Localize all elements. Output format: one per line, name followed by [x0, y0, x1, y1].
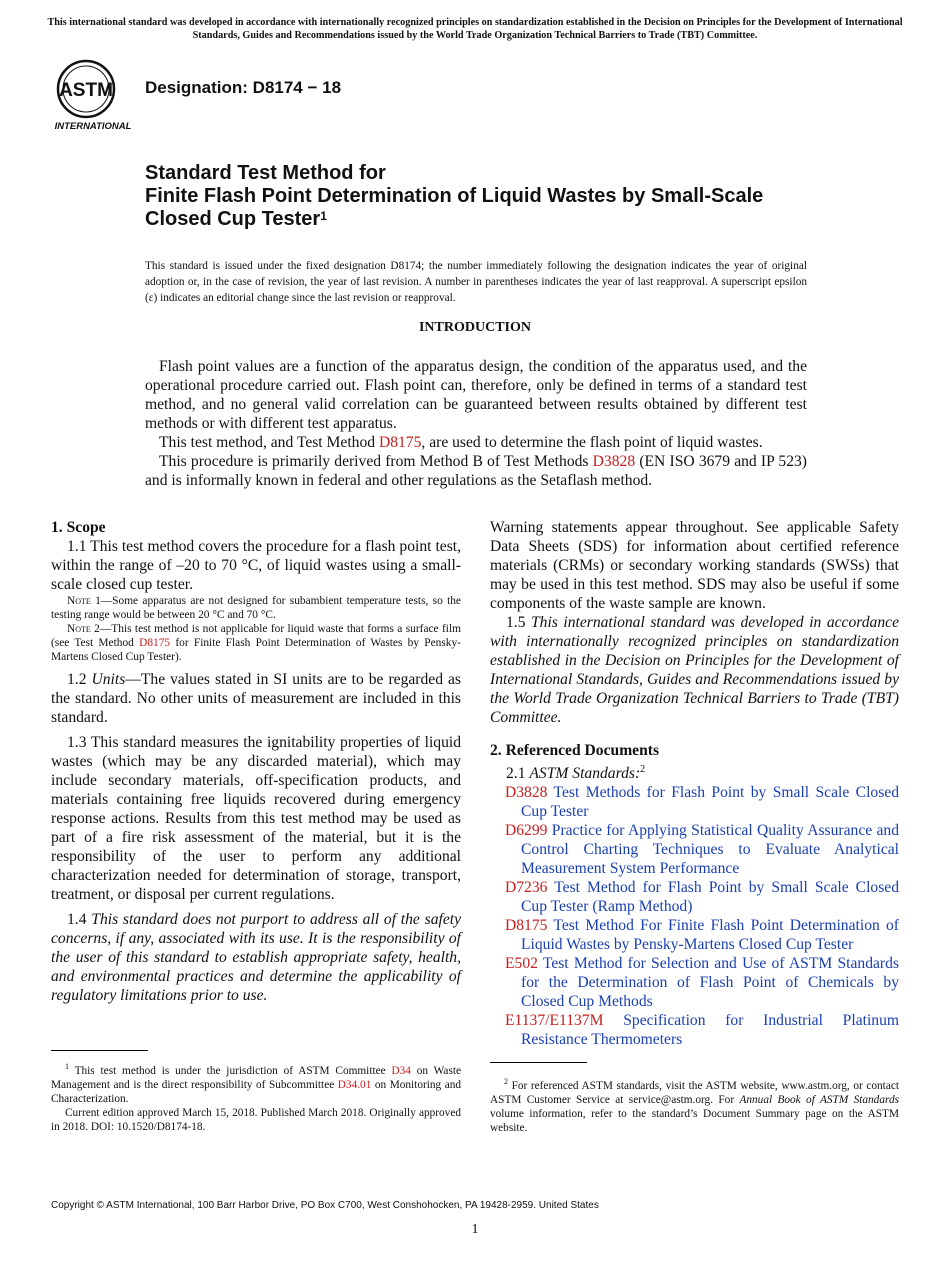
title-footnote-mark: 1 — [320, 209, 327, 223]
footnote-2: $^2$ For referenced ASTM standards, visit the ASTM website, www.astm.org, or contact ASTM Customer Service at service@astm.org. For Annual Book of ASTM Standards volume information, refer to the standard’s Document Summary page on the ASTM website. — [490, 1077, 900, 1134]
document-title — [145, 162, 825, 231]
designation: Designation: D8174 − 18 — [145, 78, 342, 97]
note-2: Note 2—This test method is not applicable for liquid waste that forms a surface film (see Test Method D8175 for Finite Flash Point Determination of Wastes by Pensky-Martens Closed Cup Tester). — [51, 623, 461, 663]
section-1-5: 1.5 This international standard was developed in accordance with internationally recognized principles on standardization established in the Decision on Principles for the Development of International Standards, Guides and Recommendations issued by the World Trade Organization Technical Barriers to Trade (TBT) Committee. — [490, 614, 899, 726]
introduction — [145, 357, 807, 490]
reference-item[interactable]: D6299 Practice for Applying Statistical Quality Assurance and Control Charting Techniques to Evaluate Analytical Measurement System Performance — [505, 822, 899, 878]
top-notice: This international standard was developed in accordance with internationally recognized principles on standardization established in the Decision on Principles for the Development of International Standards, Guides and Recommendations issued by the World Trade Organization Technical Barriers to Trade (TBT) Committee. — [47, 17, 903, 41]
references-heading: 2. Referenced Documents — [490, 742, 660, 759]
page-number: 1 — [471, 1222, 479, 1237]
intro-paragraph: This procedure is primarily derived from Method B of Test Methods D3828 (EN ISO 3679 and IP 523) and is informally known in federal and other regulations as the Setaflash method. — [145, 453, 807, 489]
astm-logo — [50, 58, 136, 132]
footnote-1: $^1$ This test method is under the jurisdiction of ASTM Committee D34 on Waste Management and is the direct responsibility of Subcommittee D34.01 on Monitoring and Characterization. Current edition approved March 15, 2018. Published March 2018. Originally approved in 2018. DOI: 10.1520/D8174-18. — [51, 1062, 462, 1133]
astm-logo-icon — [50, 58, 136, 132]
reference-item[interactable]: E1137/E1137M Specification for Industrial Platinum Resistance Thermometers — [505, 1012, 899, 1049]
title-line-1: Standard Test Method for — [145, 162, 386, 184]
reference-item[interactable]: E502 Test Method for Selection and Use of ASTM Standards for the Determination of Flash Point of Chemicals by Closed Cup Methods — [505, 955, 899, 1011]
section-1-4-continued: Warning statements appear throughout. See applicable Safety Data Sheets (SDS) for information about certified reference materials (CRMs) or secondary working standards (SWSs) that may be used in this test method. SDS may also be useful if some components of the waste sample are known. — [490, 519, 899, 612]
introduction-heading: INTRODUCTION — [418, 320, 531, 335]
section-1-1: 1.1 This test method covers the procedure for a flash point test, within the range of –20 to 70 °C, of liquid wastes using a small-scale closed cup tester. — [51, 538, 461, 593]
note-1: Note 1—Some apparatus are not designed for subambient temperature tests, so the testing range would be between 20 °C and 70 °C. — [51, 595, 461, 621]
footnote-divider — [490, 1062, 587, 1063]
link-d8175[interactable]: D8175 — [378, 434, 422, 451]
link-d34[interactable]: D34 — [391, 1064, 411, 1077]
copyright: Copyright © ASTM International, 100 Barr Harbor Drive, PO Box C700, West Conshohocken, PA 19428-2959. United States — [51, 1200, 599, 1211]
right-column — [490, 518, 899, 1049]
title-line-2: Finite Flash Point Determination of Liquid Wastes by Small-Scale Closed Cup Tester — [145, 185, 764, 230]
reference-item[interactable]: D8175 Test Method For Finite Flash Point Determination of Liquid Wastes by Pensky-Martens Closed Cup Tester — [505, 917, 899, 954]
section-1-2: 1.2 Units—The values stated in SI units are to be regarded as the standard. No other units of measurement are included in this standard. — [51, 671, 461, 726]
svg-text:ASTM: ASTM — [59, 80, 113, 101]
section-1-4: 1.4 This standard does not purport to address all of the safety concerns, if any, associated with its use. It is the responsibility of the user of this standard to establish appropriate safety, health, and environmental practices and determine the applicability of regulatory limitations prior to use. — [51, 911, 461, 1004]
link-d34-01[interactable]: D34.01 — [337, 1078, 372, 1091]
footnote-divider — [51, 1050, 148, 1051]
link-d3828[interactable]: D3828 — [592, 453, 636, 470]
intro-paragraph: This test method, and Test Method D8175, are used to determine the flash point of liquid wastes. — [159, 434, 763, 451]
reference-item[interactable]: D3828 Test Methods for Flash Point by Small Scale Closed Cup Tester — [505, 784, 899, 821]
left-column — [51, 518, 461, 1005]
svg-text:INTERNATIONAL: INTERNATIONAL — [54, 121, 132, 132]
intro-paragraph: Flash point values are a function of the apparatus design, the condition of the apparatus used, and the operational procedure carried out. Flash point can, therefore, only be defined in terms of a standard test method, and no general valid correlation can be guaranteed between results obtained by different test methods or with different test apparatus. — [145, 358, 807, 432]
section-1-3: 1.3 This standard measures the ignitability properties of liquid wastes (which may be any discarded material), which may include secondary materials, off-specification products, and materials containing free liquids recovered during emergency response actions. Results from this test method may be used as part of a fire risk assessment of the material, but it is the responsibility of the user to perform any additional characterization needed for determination of storage, transport, treatment, or disposal per current regulations. — [51, 734, 461, 903]
section-2-1: 2.1 ASTM Standards:$^2$ — [506, 764, 646, 783]
reference-item[interactable]: D7236 Test Method for Flash Point by Small Scale Closed Cup Tester (Ramp Method) — [505, 879, 899, 916]
scope-heading: 1. Scope — [51, 519, 106, 536]
standard-note: This standard is issued under the fixed designation D8174; the number immediately following the designation indicates the year of original adoption or, in the case of revision, the year of last revision. A number in parentheses indicates the year of last reapproval. A superscript epsilon (ε) indicates an editorial change since the last revision or reapproval. — [145, 260, 807, 304]
link-d8175[interactable]: D8175 — [139, 637, 171, 649]
edition-note: Current edition approved March 15, 2018. Published March 2018. Originally approved in 2018. DOI: 10.1520/D8174-18. — [51, 1106, 461, 1133]
